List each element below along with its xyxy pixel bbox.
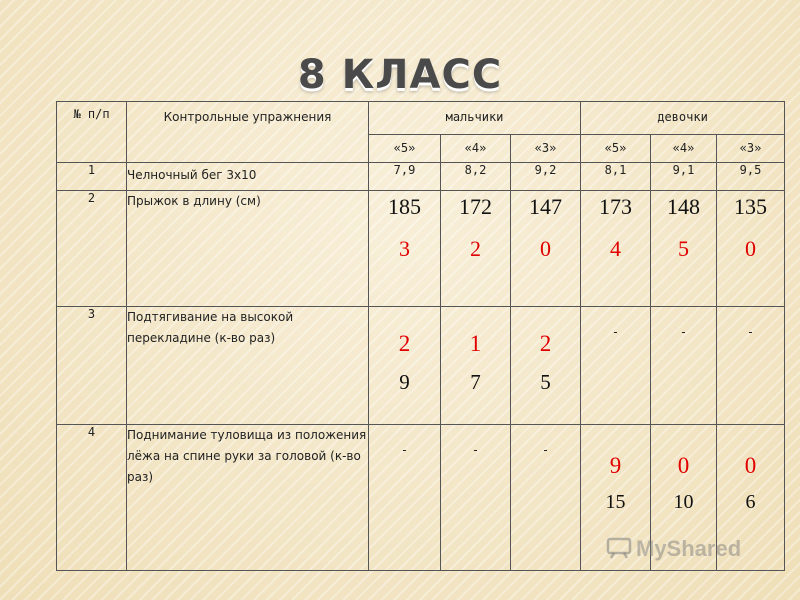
value-cell: - xyxy=(441,425,511,571)
value-cell: 9,1 xyxy=(651,163,717,191)
header-row xyxy=(57,102,785,135)
row-number: 3 xyxy=(57,307,127,425)
value-bottom: 15 xyxy=(605,491,626,513)
value-cell: - xyxy=(511,425,581,571)
value-cell: 9,5 xyxy=(717,163,785,191)
row-number: 2 xyxy=(57,191,127,307)
value-cell: 7,9 xyxy=(369,163,441,191)
value-bottom: 0 xyxy=(745,236,757,261)
value-top: 135 xyxy=(734,194,768,219)
exercise-name: Прыжок в длину (см) xyxy=(127,191,369,307)
exercise-name: Подтягивание на высокой перекладине (к-во раз) xyxy=(127,307,369,425)
table-row xyxy=(57,307,785,425)
value-cell xyxy=(441,191,511,307)
grade-label: «4» xyxy=(651,135,717,163)
value-bottom: 5 xyxy=(678,236,690,261)
table-row xyxy=(57,191,785,307)
value-top: 2 xyxy=(398,331,411,356)
presentation-board-icon xyxy=(606,537,632,559)
value-bottom: 5 xyxy=(540,370,551,394)
value-cell xyxy=(511,307,581,425)
slide-title: 8 КЛАСС xyxy=(297,52,503,98)
value-bottom: 10 xyxy=(673,491,694,513)
exercise-name: Челночный бег 3х10 xyxy=(127,163,369,191)
value-cell: 8,1 xyxy=(581,163,651,191)
value-cell xyxy=(369,191,441,307)
value-top: 173 xyxy=(599,194,633,219)
header-girls: девочки xyxy=(581,102,785,135)
value-cell: - xyxy=(369,425,441,571)
value-cell: - xyxy=(717,307,785,425)
value-top: 172 xyxy=(459,194,492,219)
value-top: 148 xyxy=(667,194,701,219)
value-top: 1 xyxy=(469,331,482,356)
value-cell xyxy=(441,307,511,425)
header-exercise: Контрольные упражнения xyxy=(127,102,369,163)
value-bottom: 2 xyxy=(470,236,481,261)
value-top: 0 xyxy=(744,453,757,478)
value-cell xyxy=(369,307,441,425)
value-cell xyxy=(581,191,651,307)
value-top: 147 xyxy=(529,194,562,219)
grade-label: «3» xyxy=(717,135,785,163)
value-cell xyxy=(511,191,581,307)
exercise-name: Поднимание туловища из положения лёжа на спине руки за головой (к-во раз) xyxy=(127,425,369,571)
value-bottom: 9 xyxy=(399,370,410,394)
row-number: 1 xyxy=(57,163,127,191)
standards-table xyxy=(56,101,785,571)
value-top: 2 xyxy=(539,331,552,356)
grade-label: «5» xyxy=(581,135,651,163)
value-bottom: 0 xyxy=(540,236,551,261)
value-cell: - xyxy=(581,307,651,425)
grade-label: «4» xyxy=(441,135,511,163)
value-bottom: 4 xyxy=(610,236,622,261)
value-top: 185 xyxy=(388,194,421,219)
value-bottom: 3 xyxy=(399,236,410,261)
grade-label: «3» xyxy=(511,135,581,163)
value-top: 0 xyxy=(677,453,690,478)
watermark xyxy=(606,536,741,562)
header-num: № п/п xyxy=(57,102,127,163)
table-row xyxy=(57,163,785,191)
value-cell: - xyxy=(651,307,717,425)
value-cell xyxy=(717,191,785,307)
value-bottom: 7 xyxy=(470,370,481,394)
value-top: 9 xyxy=(609,453,622,478)
value-cell: 9,2 xyxy=(511,163,581,191)
row-number: 4 xyxy=(57,425,127,571)
value-cell xyxy=(651,191,717,307)
value-bottom: 6 xyxy=(745,491,756,513)
value-cell: 8,2 xyxy=(441,163,511,191)
header-boys: мальчики xyxy=(369,102,581,135)
watermark-text: MyShared xyxy=(636,536,742,561)
grade-label: «5» xyxy=(369,135,441,163)
